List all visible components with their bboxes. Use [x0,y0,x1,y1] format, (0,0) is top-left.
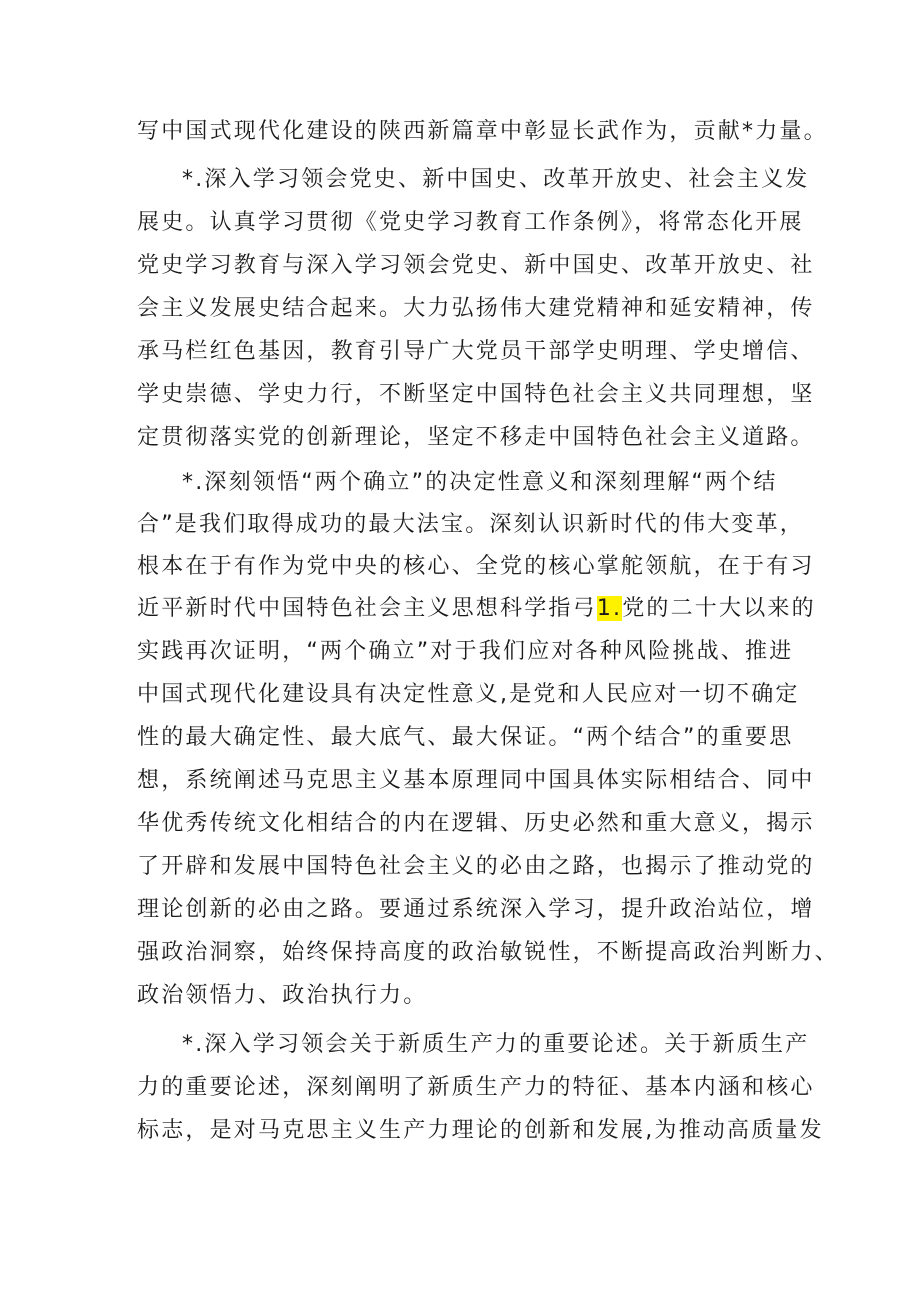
text-line-12 [137,594,816,624]
text-line-6: 承马栏红色基因，教育引导广大党员干部学史明理、学史增信、 [137,339,815,364]
text-segment: 党的二十大以来的 [622,596,816,621]
text-line-2: *.深入学习领会党史、新中国史、改革开放史、社会主义发 [182,167,810,192]
text-line-1: 写中国式现代化建设的陕西新篇章中彰显长武作为，贡献*力量。 [137,119,828,144]
highlight-mark: 1. [596,596,623,621]
text-line-3: 展史。认真学习贯彻《党史学习教育工作条例》，将常态化开展 [137,210,804,235]
text-line-21: 政治领悟力、政治执行力。 [137,983,428,1008]
text-line-22: *.深入学习领会关于新质生产力的重要论述。关于新质生产 [182,1032,810,1057]
text-line-18: 了开辟和发展中国特色社会主义的必由之路，也揭示了推动党的 [137,854,815,879]
text-line-8: 定贯彻落实党的创新理论，坚定不移走中国特色社会主义道路。 [137,425,815,450]
text-line-16: 想，系统阐述马克思主义基本原理同中国具体实际相结合、同中 [137,768,815,793]
text-line-19: 理论创新的必由之路。要通过系统深入学习，提升政治站位，增 [137,897,815,922]
text-line-23: 力的重要论述，深刻阐明了新质生产力的特征、基本内涵和核心 [137,1075,815,1100]
text-line-5: 会主义发展史结合起来。大力弘扬伟大建党精神和延安精神，传 [137,296,815,321]
text-line-14: 中国式现代化建设具有决定性意义,是党和人民应对一切不确定 [137,682,800,707]
text-line-24: 标志，是对马克思主义生产力理论的创新和发展,为推动高质量发 [137,1118,824,1143]
text-line-13: 实践再次证明，“两个确立”对于我们应对各种风险挑战、推进 [137,639,794,664]
text-line-15: 性的最大确定性、最大底气、最大保证。“两个结合”的重要思 [137,725,794,750]
text-segment: 近平新时代中国特色社会主义思想科学指弓 [137,596,597,621]
text-line-7: 学史崇德、学史力行，不断坚定中国特色社会主义共同理想，坚 [137,382,815,407]
text-line-10: 合”是我们取得成功的最大法宝。深刻认识新时代的伟大变革， [137,512,804,537]
text-line-9: *.深刻领悟“两个确立”的决定性意义和深刻理解“两个结 [182,470,778,495]
text-line-4: 党史学习教育与深入学习领会党史、新中国史、改革开放史、社 [137,253,815,278]
text-line-20: 强政治洞察，始终保持高度的政治敏锐性，不断提高政治判断力、 [137,940,839,965]
text-line-17: 华优秀传统文化相结合的内在逻辑、历史必然和重大意义，揭示 [137,811,815,836]
text-line-11: 根本在于有作为党中央的核心、全党的核心掌舵领航，在于有习 [137,554,815,579]
